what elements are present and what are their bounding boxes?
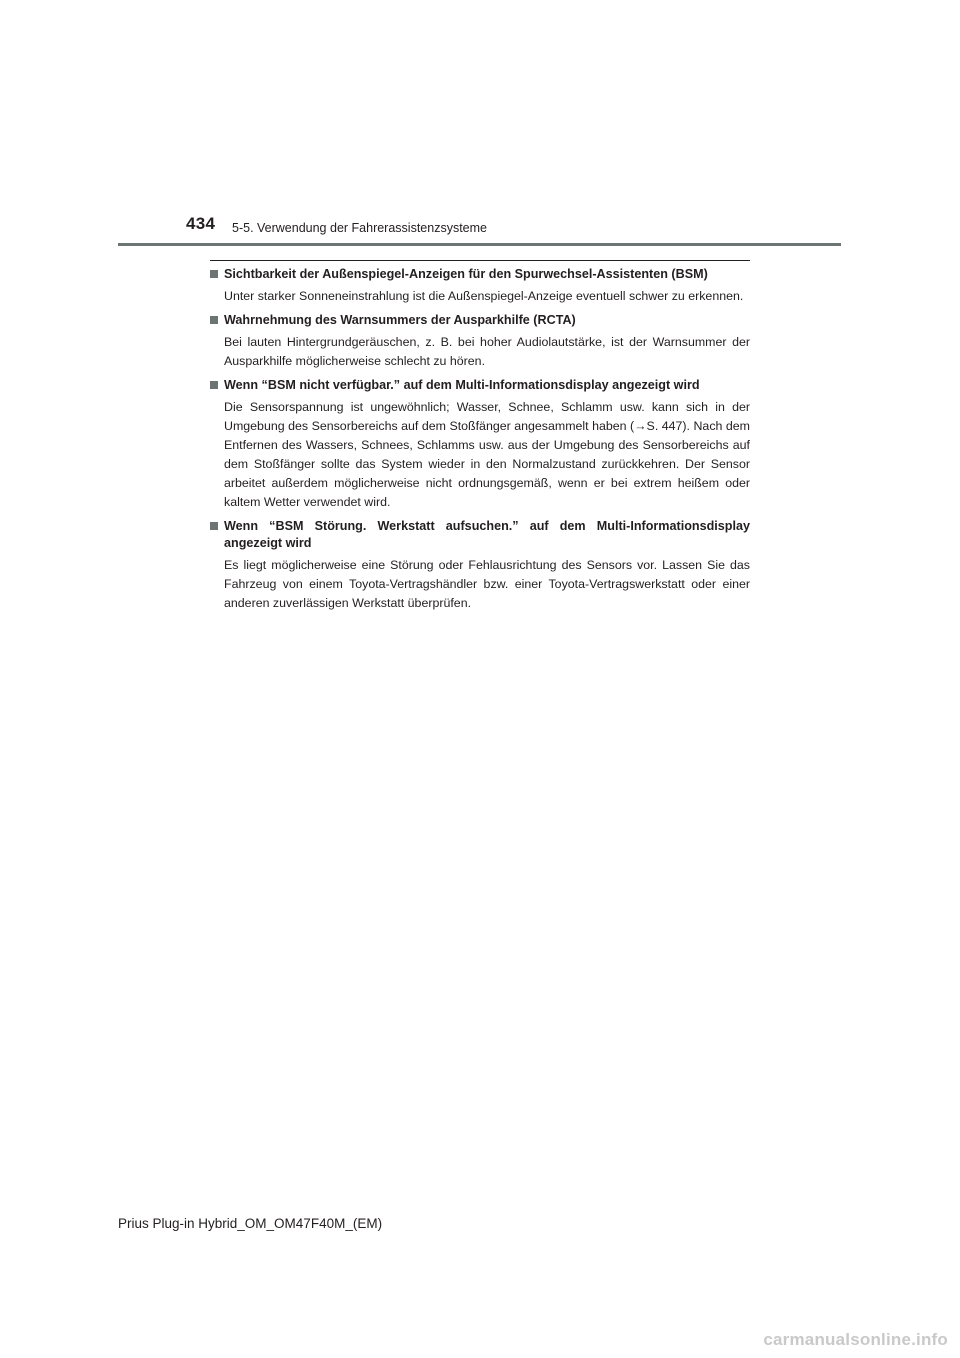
entry — [210, 266, 750, 306]
square-bullet-icon — [210, 522, 218, 530]
entry-heading — [210, 518, 750, 552]
section-rule — [210, 260, 750, 261]
entry-body: Die Sensorspannung ist ungewöhnlich; Wasser, Schnee, Schlamm usw. kann sich in der Umgebung des Sensorbereichs auf dem Stoßfänger angesammelt haben (→S. 447). Nach dem Entfernen des Wassers, Schnees, Schlamms usw. aus der Umgebung des Sensorbereichs auf dem Stoßfänger sollte das System wieder in den Normalzustand zurückkehren. Der Sensor arbeitet außerdem möglicherweise nicht ordnungsgemäß, wenn er bei extrem heißem oder kaltem Wetter verwendet wird. — [224, 400, 750, 509]
entry-title: Wahrnehmung des Warnsummers der Ausparkhilfe (RCTA) — [224, 313, 576, 327]
entry-body: Unter starker Sonneneinstrahlung ist die Außenspiegel-Anzeige eventuell schwer zu erkennen. — [224, 289, 744, 303]
content — [210, 266, 750, 619]
entry — [210, 518, 750, 613]
watermark: carmanualsonline.info — [763, 1330, 948, 1349]
running-head: 5-5. Verwendung der Fahrerassistenzsysteme — [232, 221, 487, 235]
entry-title: Sichtbarkeit der Außenspiegel-Anzeigen für den Spurwechsel-Assistenten (BSM) — [224, 267, 708, 281]
entry-heading — [210, 266, 750, 283]
square-bullet-icon — [210, 270, 218, 278]
entry-body: Bei lauten Hintergrundgeräuschen, z. B. bei hoher Audiolautstärke, ist der Warnsummer der Ausparkhilfe möglicherweise schlecht zu hören. — [224, 335, 750, 368]
square-bullet-icon — [210, 381, 218, 389]
entry-heading — [210, 312, 750, 329]
entry-body: Es liegt möglicherweise eine Störung oder Fehlausrichtung des Sensors vor. Lassen Sie das Fahrzeug von einem Toyota-Vertragshändler bzw. einer Toyota-Vertragswerkstatt oder einer anderen zuverlässigen Werkstatt überprüfen. — [224, 558, 750, 610]
entry — [210, 312, 750, 371]
header-rule — [118, 243, 841, 246]
square-bullet-icon — [210, 316, 218, 324]
page-number: 434 — [186, 214, 216, 233]
entry — [210, 377, 750, 512]
entry-title: Wenn “BSM nicht verfügbar.” auf dem Multi-Informationsdisplay angezeigt wird — [224, 378, 700, 392]
footer-document-id: Prius Plug-in Hybrid_OM_OM47F40M_(EM) — [118, 1216, 383, 1231]
entry-heading — [210, 377, 750, 394]
entry-title: Wenn “BSM Störung. Werkstatt aufsuchen.” auf dem Multi-Informationsdisplay angezeigt wird — [224, 519, 750, 550]
